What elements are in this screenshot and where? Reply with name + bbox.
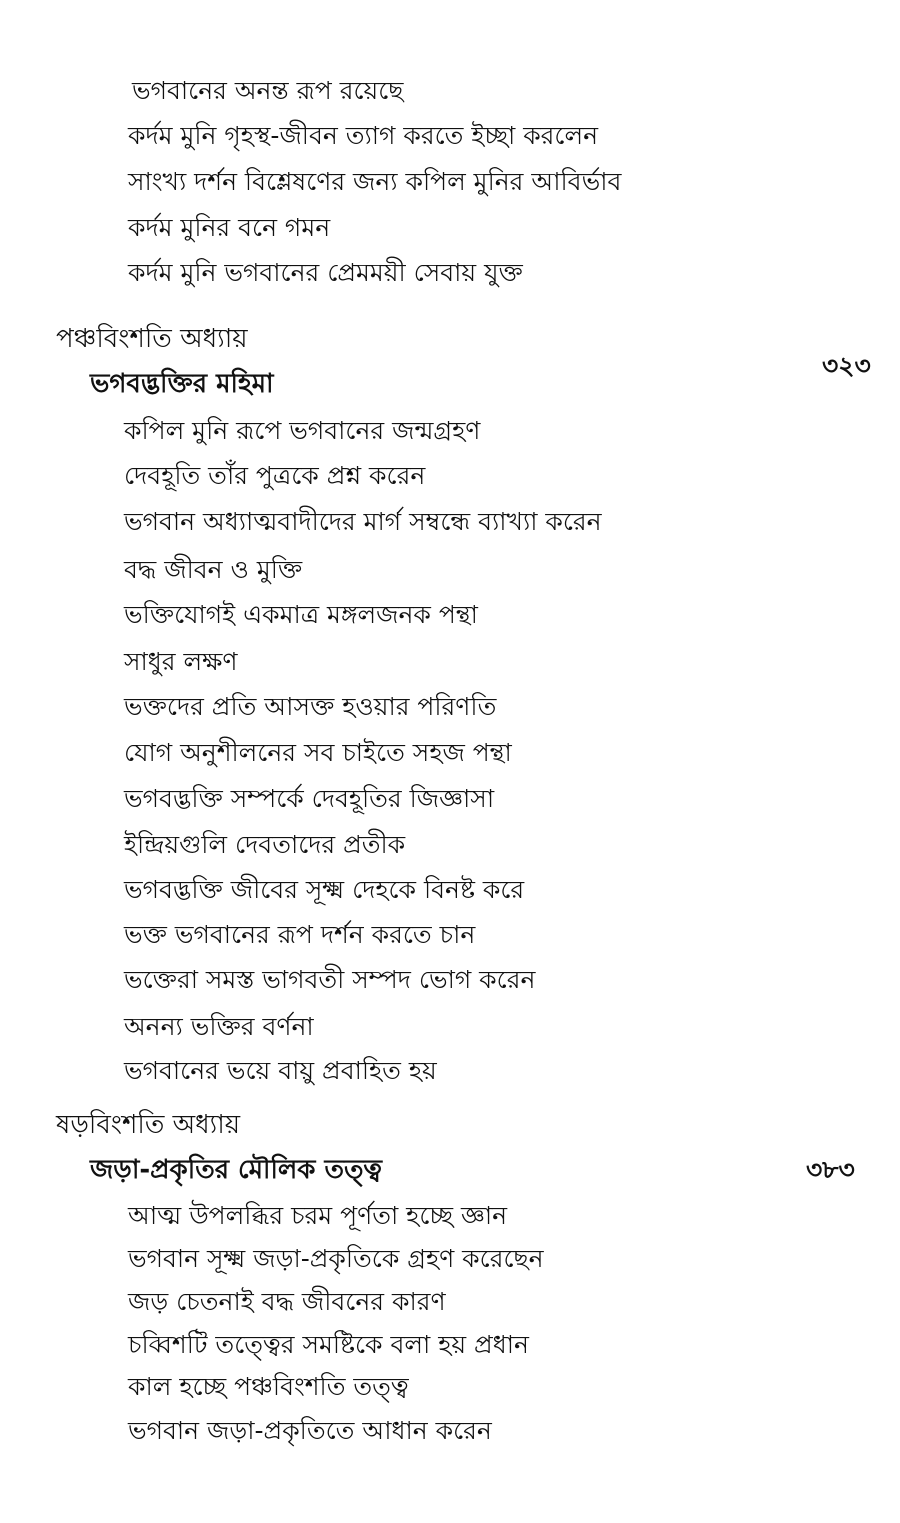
toc-item: ভক্তিযোগই একমাত্র মঙ্গলজনক পন্থা: [124, 600, 478, 629]
toc-item: ভগবানের অনন্ত রূপ রয়েছে: [132, 76, 404, 105]
toc-item: বদ্ধ জীবন ও মুক্তি: [124, 555, 303, 584]
section-title: জড়া-প্রকৃতির মৌলিক তত্ত্ব: [90, 1155, 383, 1185]
chapter-title: পঞ্চবিংশতি অধ্যায়: [56, 324, 248, 354]
toc-item: কর্দম মুনি ভগবানের প্রেমময়ী সেবায় যুক্ত: [128, 258, 523, 287]
toc-item: ভক্ত ভগবানের রূপ দর্শন করতে চান: [124, 920, 476, 949]
page-number: ৩২৩: [822, 351, 871, 380]
toc-item: আত্ম উপলব্ধির চরম পূর্ণতা হচ্ছে জ্ঞান: [128, 1201, 508, 1230]
toc-item: সাধুর লক্ষণ: [124, 647, 238, 676]
toc-item: জড় চেতনাই বদ্ধ জীবনের কারণ: [128, 1287, 446, 1316]
toc-item: চব্বিশটি তত্ত্বের সমষ্টিকে বলা হয় প্রধান: [128, 1330, 529, 1359]
section-title: ভগবদ্ভক্তির মহিমা: [90, 369, 274, 399]
page-number: ৩৮৩: [806, 1155, 855, 1184]
toc-item: ভগবান জড়া-প্রকৃতিতে আধান করেন: [128, 1416, 492, 1445]
toc-item: ভগবান অধ্যাত্মবাদীদের মার্গ সম্বন্ধে ব্যাখ্যা করেন: [124, 507, 602, 536]
toc-item: ভগবদ্ভক্তি জীবের সূক্ষ্ম দেহকে বিনষ্ট করে: [124, 875, 525, 904]
toc-item: ভক্তেরা সমস্ত ভাগবতী সম্পদ ভোগ করেন: [124, 965, 536, 994]
toc-item: দেবহূতি তাঁর পুত্রকে প্রশ্ন করেন: [124, 461, 426, 490]
toc-item: ভক্তদের প্রতি আসক্ত হওয়ার পরিণতি: [124, 692, 497, 721]
chapter-title: ষড়বিংশতি অধ্যায়: [56, 1110, 241, 1140]
toc-item: সাংখ্য দর্শন বিশ্লেষণের জন্য কপিল মুনির আবির্ভাব: [128, 167, 622, 196]
toc-item: কপিল মুনি রূপে ভগবানের জন্মগ্রহণ: [124, 416, 481, 445]
toc-item: ইন্দ্রিয়গুলি দেবতাদের প্রতীক: [124, 830, 406, 859]
toc-item: কর্দম মুনির বনে গমন: [128, 213, 331, 242]
toc-item: ভগবদ্ভক্তি সম্পর্কে দেবহূতির জিজ্ঞাসা: [124, 784, 495, 813]
toc-item: অনন্য ভক্তির বর্ণনা: [124, 1012, 314, 1041]
toc-item: কর্দম মুনি গৃহস্থ-জীবন ত্যাগ করতে ইচ্ছা করলেন: [128, 121, 599, 150]
toc-item: কাল হচ্ছে পঞ্চবিংশতি তত্ত্ব: [128, 1372, 409, 1401]
toc-item: যোগ অনুশীলনের সব চাইতে সহজ পন্থা: [124, 738, 512, 767]
toc-item: ভগবান সূক্ষ্ম জড়া-প্রকৃতিকে গ্রহণ করেছেন: [128, 1244, 544, 1273]
toc-item: ভগবানের ভয়ে বায়ু প্রবাহিত হয়: [124, 1056, 437, 1085]
